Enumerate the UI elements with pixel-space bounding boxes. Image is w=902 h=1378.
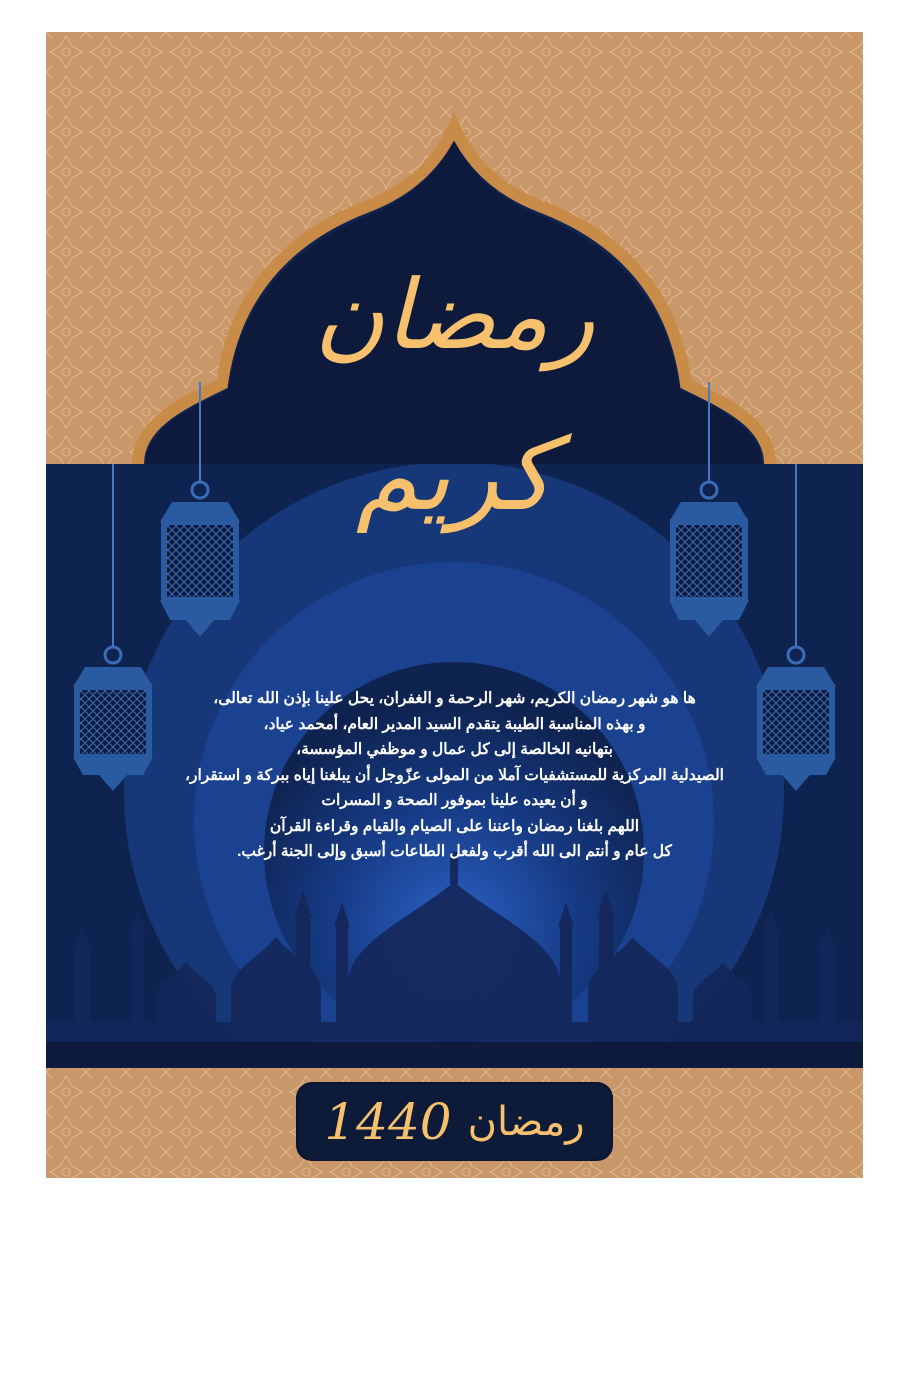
message-line: كل عام و أنتم الى الله أقرب ولفعل الطاعات أسبق وإلى الجنة أرغب. — [237, 843, 672, 860]
date-month: رمضان — [467, 1098, 585, 1145]
message-line: الصيدلية المركزية للمستشفيات آملا من المولى عزّوجل أن يبلغنا إياه ببركة و استقرار، — [185, 766, 724, 784]
poster-artwork — [46, 32, 863, 1178]
date-year: 1440 — [324, 1092, 452, 1151]
title-kareem: كريم — [355, 416, 554, 533]
ramadan-poster — [46, 32, 863, 1178]
message-line: بتهانيه الخالصة إلى كل عمال و موظفي المؤسسة، — [296, 741, 613, 758]
title-ramadan: رمضان — [314, 259, 595, 371]
message-line: و أن يعيده علينا بموفور الصحة و المسرات — [321, 792, 588, 809]
message-line: و بهذه المناسبة الطيبة يتقدم السيد المدير العام، أمحمد عياد، — [263, 715, 646, 733]
ground-band — [46, 1042, 863, 1068]
date-badge — [298, 1084, 611, 1159]
greeting-message — [86, 686, 823, 865]
message-line: ها هو شهر رمضان الكريم، شهر الرحمة و الغفران، يحل علينا بإذن الله تعالى، — [213, 690, 696, 707]
message-line: اللهم بلغنا رمضان واعننا على الصيام والقيام وقراءة القرآن — [269, 817, 640, 835]
